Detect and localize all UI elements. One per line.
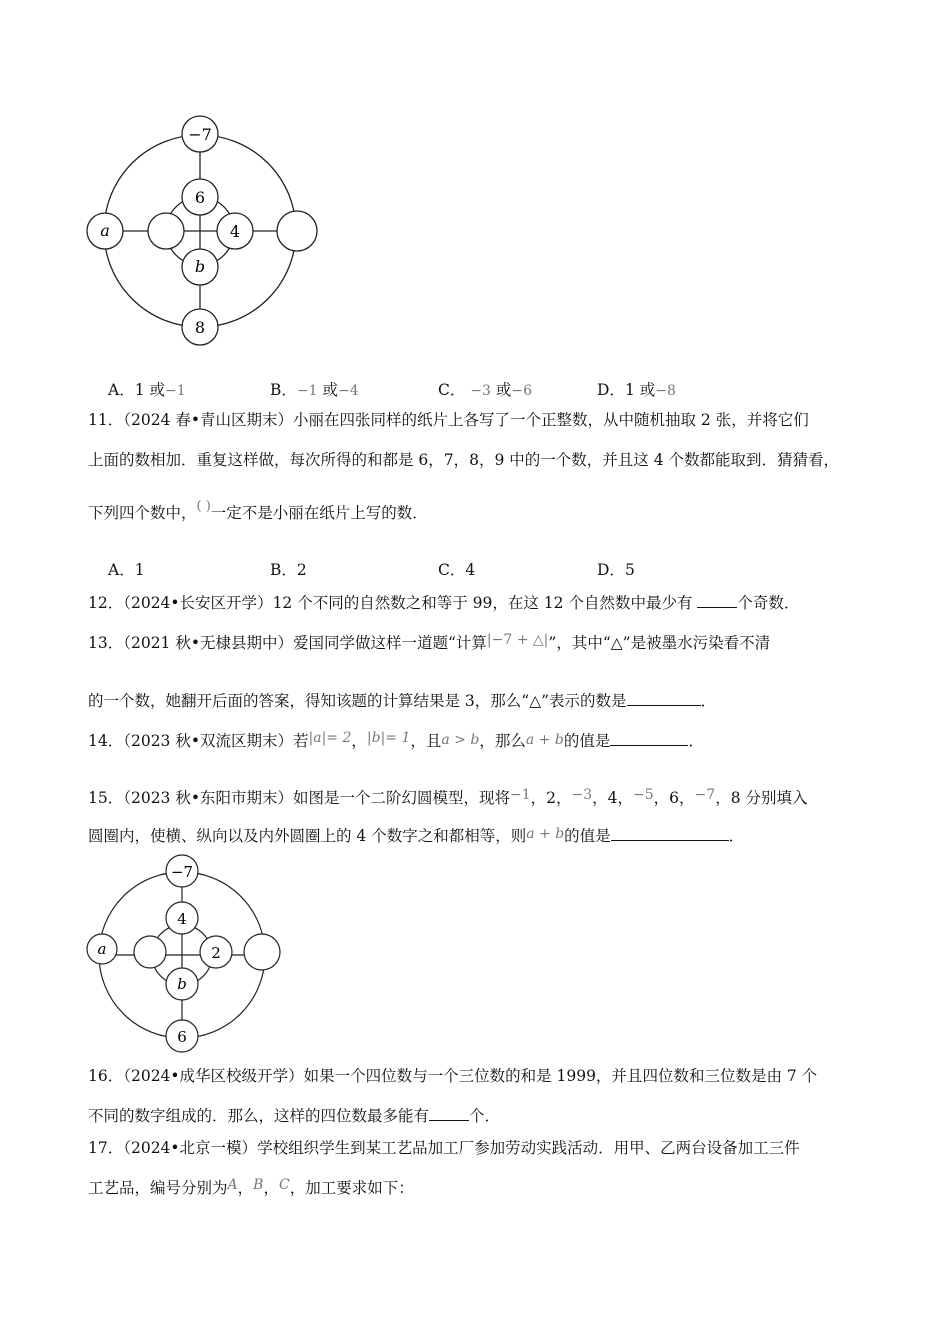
fig2-inner-bottom-value: b (177, 975, 187, 993)
fig2-left-value: a (97, 940, 107, 958)
q10-option-a[interactable]: A．1 或−1 (108, 381, 186, 399)
q14-line: 14．（2023 秋•双流区期末）若|a|= 2，|b|= 1，且a > b，那么a + b的值是 ． (88, 730, 704, 750)
q15-line-1: 15．（2023 秋•东阳市期末）如图是一个二阶幻圆模型，现将−1，2，−3，4，−5，6，−7，8 分别填入 (88, 787, 808, 807)
q16-line-2: 不同的数字组成的．那么，这样的四位数最多能有 个． (88, 1107, 501, 1125)
q11-option-b[interactable]: B．2 (270, 561, 307, 579)
q14-answer-blank[interactable] (610, 731, 688, 746)
fig2-inner-right-value: 2 (211, 944, 221, 962)
q13-answer-blank[interactable] (627, 691, 701, 706)
fig1-bottom-value: 8 (194, 318, 206, 337)
q15-answer-blank[interactable] (611, 826, 729, 841)
fig1-top-value: −7 (188, 125, 212, 144)
fig1-left-value: a (100, 221, 110, 240)
q17-line-2: 工艺品，编号分别为A，B，C，加工要求如下： (88, 1177, 414, 1197)
q15-line-2: 圆圈内，使横、纵向以及内外圆圈上的 4 个数字之和都相等，则a + b的值是 ． (88, 826, 745, 845)
q11-option-c[interactable]: C．4 (438, 561, 476, 579)
q10-option-b[interactable]: B．−1 或−4 (270, 381, 359, 399)
fig1-inner-top-value: 6 (194, 188, 206, 207)
q17-line-1: 17．（2024•北京一模）学校组织学生到某工艺品加工厂参加劳动实践活动．用甲、乙两台设备加工三件 (88, 1139, 800, 1157)
fig1-inner-right-value: 4 (229, 222, 241, 241)
q11-line-1: 11．（2024 春•青山区期末）小丽在四张同样的纸片上各写了一个正整数，从中随机抽取 2 张，并将它们 (88, 411, 809, 429)
q10-option-c[interactable]: C． −3 或−6 (438, 381, 533, 399)
fig2-top-value: −7 (170, 863, 194, 881)
q11-option-d[interactable]: D．5 (597, 561, 635, 579)
q13-line-2: 的一个数，她翻开后面的答案，得知该题的计算结果是 3，那么“△”表示的数是 ． (88, 692, 717, 710)
q11-option-a[interactable]: A．1 (108, 561, 145, 579)
q16-answer-blank[interactable] (429, 1106, 469, 1121)
magic-circle-figure-1 (85, 112, 325, 352)
q13-line-1: 13．（2021 秋•无棣县期中）爱国同学做这样一道题“计算|−7 + △|”，其中“△”是被墨水污染看不清 (88, 632, 771, 652)
magic-circle-figure-2 (80, 852, 290, 1062)
q16-line-1: 16．（2024•成华区校级开学）如果一个四位数与一个三位数的和是 1999，并且四位数和三位数是由 7 个 (88, 1067, 818, 1085)
q12-line: 12．（2024•长安区开学）12 个不同的自然数之和等于 99，在这 12 个自然数中最少有 个奇数． (88, 594, 800, 612)
q12-answer-blank[interactable] (697, 593, 737, 608)
fig1-inner-bottom-value: b (194, 257, 206, 276)
q11-line-3: 下列四个数中，( )一定不是小丽在纸片上写的数． (88, 499, 428, 522)
fig2-inner-top-value: 4 (177, 910, 187, 928)
q11-line-2: 上面的数相加．重复这样做，每次所得的和都是 6，7，8，9 中的一个数，并且这 4 个数都能取到．猜猜看， (88, 451, 840, 469)
q10-option-d[interactable]: D．1 或−8 (597, 381, 676, 399)
fig2-bottom-value: 6 (177, 1028, 187, 1046)
